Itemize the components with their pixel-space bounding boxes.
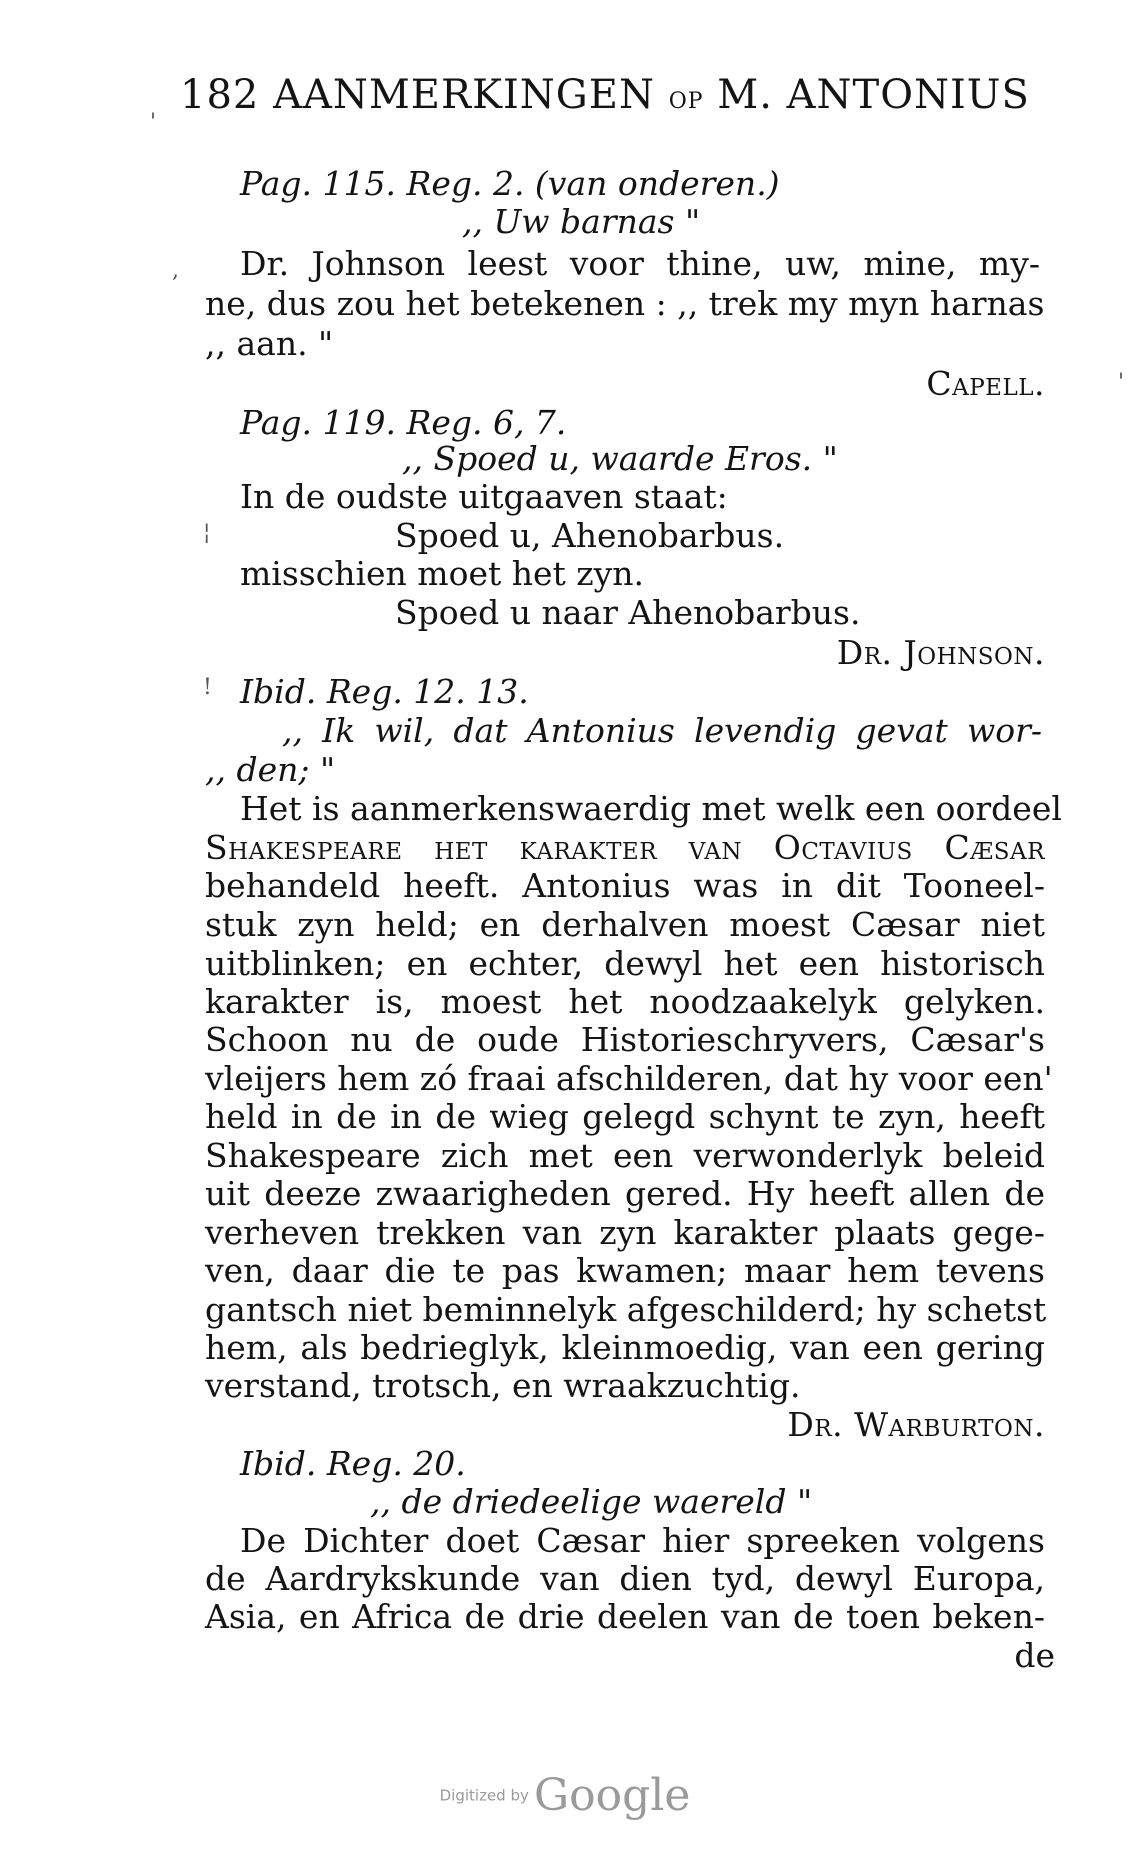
note1-author: Capell. (926, 364, 1045, 403)
note3-line-3: behandeld heeft. Antonius was in dit Tooneel- (205, 866, 1045, 905)
note3-line-9: held in de in de wieg gelegd schynt te zyn, heeft (205, 1097, 1045, 1136)
note4-line-3: Asia, en Africa de drie deelen van de toen beken- (205, 1597, 1045, 1636)
note3-line-15: hem, als bedrieglyk, kleinmoedig, van een gering (205, 1328, 1045, 1367)
note3-line-16: verstand, trotsch, en wraakzuchtig. (205, 1366, 801, 1405)
note2-line-4: Spoed u naar Ahenobarbus. (395, 593, 861, 632)
header-title-2: M. ANTONIUS (717, 72, 1030, 118)
note1-ref: Pag. 115. Reg. 2. (van onderen.) (240, 164, 780, 203)
google-logo: Google (533, 1770, 691, 1821)
note1-line-1: Dr. Johnson leest voor thine, uw, mine, my- (240, 244, 1040, 283)
note3-line-2: Shakespeare het karakter van Octavius Cæsar (205, 828, 1045, 867)
note4-line-1: De Dichter doet Cæsar hier spreeken volgens (240, 1521, 1045, 1560)
digitized-watermark (0, 1770, 1130, 1821)
digitized-by-label: Digitized by (439, 1786, 529, 1805)
running-header (180, 72, 1030, 118)
note3-line-1: Het is aanmerkenswaerdig met welk een oordeel (240, 789, 1062, 828)
note3-line-10: Shakespeare zich met een verwonderlyk beleid (205, 1136, 1045, 1175)
catchword: de (1014, 1636, 1055, 1675)
note3-author: Dr. Warburton. (787, 1405, 1045, 1444)
note4-quote: ,, de driedeelige waereld " (370, 1482, 813, 1521)
page-number: 182 (180, 72, 260, 118)
note2-line-3: misschien moet het zyn. (240, 554, 645, 593)
note3-line-13: ven, daar die te pas kwamen; maar hem tevens (205, 1251, 1045, 1290)
note3-line-8: vleijers hem zó fraai afschilderen, dat hy voor een' (205, 1059, 1053, 1098)
margin-mark: , (172, 258, 179, 283)
note2-author: Dr. Johnson. (836, 633, 1045, 672)
note2-line-2: Spoed u, Ahenobarbus. (395, 516, 785, 555)
margin-mark: ¦ (203, 520, 211, 545)
margin-mark: ! (203, 675, 212, 700)
note3-line-11: uit deeze zwaarigheden gered. Hy heeft allen de (205, 1174, 1045, 1213)
header-title-1: AANMERKINGEN (273, 72, 655, 118)
note3-line-14: gantsch niet beminnelyk afgeschilderd; hy schetst (205, 1290, 1047, 1329)
header-title-op: OP (668, 89, 704, 114)
note4-ref: Ibid. Reg. 20. (240, 1444, 466, 1483)
note3-ref: Ibid. Reg. 12. 13. (240, 672, 529, 711)
note1-line-3: ,, aan. " (205, 324, 334, 363)
note2-ref: Pag. 119. Reg. 6, 7. (240, 403, 567, 442)
note1-quote: ,, Uw barnas " (462, 202, 701, 241)
note3-line-6: karakter is, moest het noodzaakelyk gelyken. (205, 982, 1045, 1021)
note1-line-2: ne, dus zou het betekenen : ,, trek my myn harnas (205, 284, 1045, 323)
note2-line-1: In de oudste uitgaaven staat: (240, 477, 728, 516)
note3-line-5: uitblinken; en echter, dewyl het een historisch (205, 944, 1045, 983)
note3-line-7: Schoon nu de oude Historieschryvers, Cæsar's (205, 1020, 1045, 1059)
margin-mark: ' (150, 110, 157, 135)
note3-line-12: verheven trekken van zyn karakter plaats gege- (205, 1213, 1045, 1252)
margin-mark: ' (1118, 370, 1125, 395)
note3-quote-2: ,, den; " (205, 750, 336, 789)
note2-quote: ,, Spoed u, waarde Eros. " (402, 439, 838, 478)
note3-line-4: stuk zyn held; en derhalven moest Cæsar niet (205, 905, 1045, 944)
note3-quote-1: ,, Ik wil, dat Antonius levendig gevat wor- (282, 711, 1042, 750)
note4-line-2: de Aardrykskunde van dien tyd, dewyl Europa, (205, 1559, 1045, 1598)
